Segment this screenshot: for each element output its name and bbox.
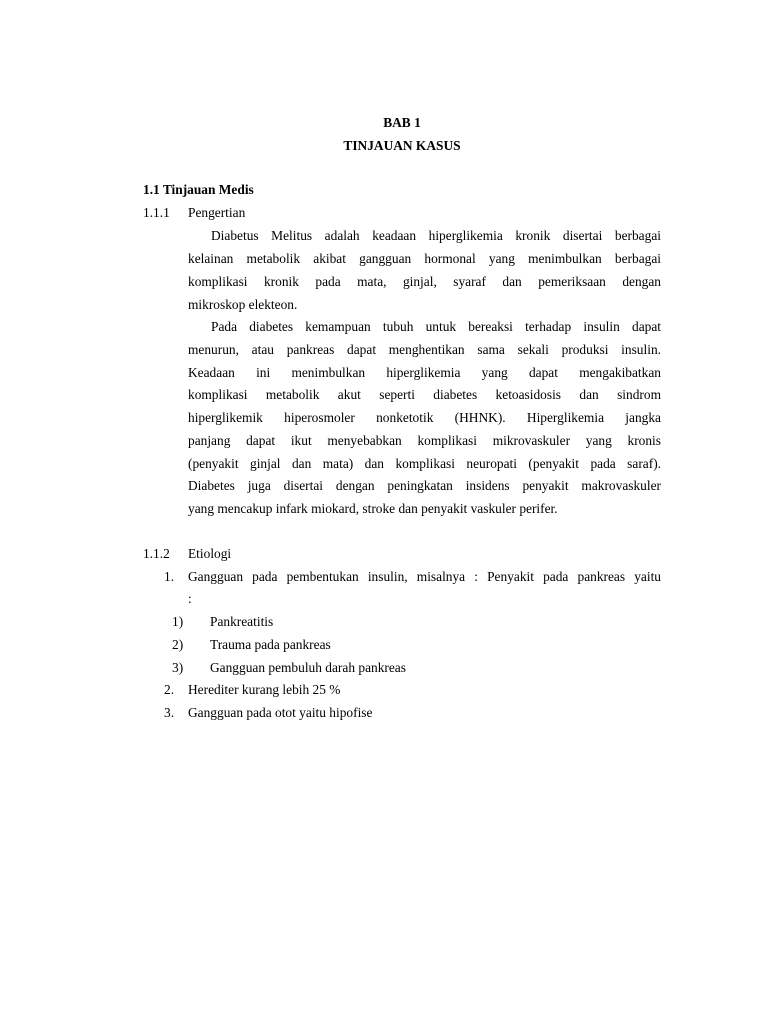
sublist-item-text: Trauma pada pankreas [210,637,331,652]
paragraph-line: hiperglikemik hiperosmoler nonketotik (HHNK). Hiperglikemia jangka [188,410,661,425]
sublist-item-text: Gangguan pembuluh darah pankreas [210,660,406,675]
paragraph-line: kelainan metabolik akibat gangguan hormonal yang menimbulkan berbagai [188,251,661,266]
paragraph-line: yang mencakup infark miokard, stroke dan penyakit vaskuler perifer. [188,501,558,516]
paragraph-line: komplikasi metabolik akut seperti diabetes ketoasidosis dan sindrom [188,387,661,402]
subsection-number: 1.1.2 [143,546,170,561]
list-number: 2. [164,682,175,697]
list-item-continuation: : [188,591,192,606]
paragraph-line: mikroskop elekteon. [188,297,298,312]
subsection-number: 1.1.1 [143,205,170,220]
subsection-title: Etiologi [188,546,232,561]
chapter-title: TINJAUAN KASUS [343,138,461,153]
paragraph-line: Diabetes juga disertai dengan peningkatan insidens penyakit makrovaskuler [188,478,661,493]
sublist-item-text: Pankreatitis [210,614,274,629]
sublist-number: 2) [172,637,184,652]
chapter-heading: BAB 1 [383,115,421,130]
paragraph-line: komplikasi kronik pada mata, ginjal, syaraf dan pemeriksaan dengan [188,274,661,289]
list-number: 3. [164,705,175,720]
paragraph-line: (penyakit ginjal dan mata) dan komplikasi neuropati (penyakit pada saraf). [188,456,661,471]
paragraph-line: Keadaan ini menimbulkan hiperglikemia yang dapat mengakibatkan [188,365,661,380]
section-title: 1.1 Tinjauan Medis [143,182,254,197]
paragraph-line: Pada diabetes kemampuan tubuh untuk bereaksi terhadap insulin dapat [211,319,661,334]
paragraph-line: panjang dapat ikut menyebabkan komplikasi mikrovaskuler yang kronis [188,433,661,448]
paragraph-line: menurun, atau pankreas dapat menghentikan sama sekali produksi insulin. [188,342,661,357]
list-item-text: Herediter kurang lebih 25 % [188,682,341,697]
list-number: 1. [164,569,175,584]
list-item-text: Gangguan pada pembentukan insulin, misalnya : Penyakit pada pankreas yaitu [188,569,661,584]
list-item-text: Gangguan pada otot yaitu hipofise [188,705,373,720]
paragraph-line: Diabetus Melitus adalah keadaan hiperglikemia kronik disertai berbagai [211,228,661,243]
subsection-title: Pengertian [188,205,246,220]
sublist-number: 1) [172,614,184,629]
sublist-number: 3) [172,660,184,675]
